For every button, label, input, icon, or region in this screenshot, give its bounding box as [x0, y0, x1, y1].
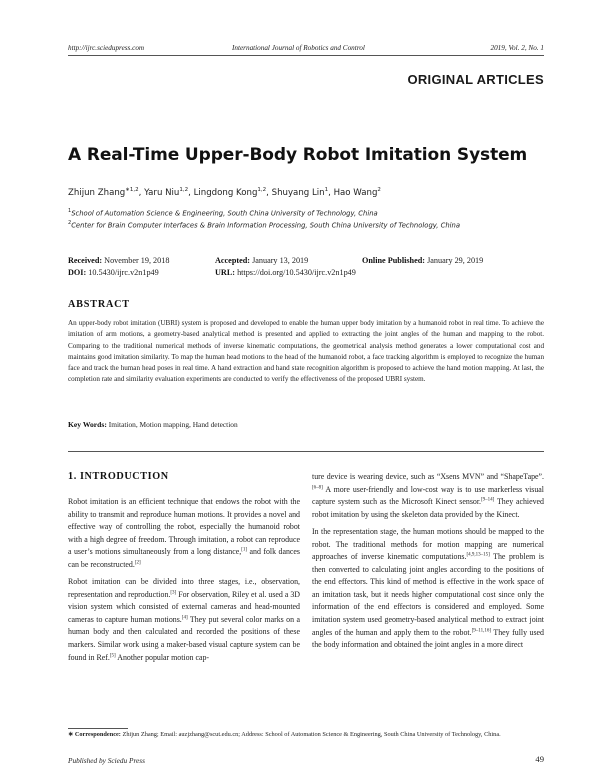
- text-run: In the representation stage, the human motions should be mapped to the robot. The traditional methods for motion mapping are numerical approaches of inverse kinematic computations.: [312, 527, 544, 562]
- author-name: Lingdong Kong: [193, 187, 258, 198]
- abstract-text: An upper-body robot imitation (UBRI) system is proposed and developed to enable the human upper body imitation by a humanoid robot in real time. To achieve the imitation of arm motions, a geometry-based analytical method is presented and applied to extracting the joint angles of the human and mapping to the robot. Comparing to the traditional numerical methods of inverse kinematic computations, the geometrical analysis method generates a lower computational cost and maintains good imitation similarity. To map the human head motions to the head of the humanoid robot, a face tracking algorithm is employed to recognize the human face and track the human head poses in real time. A hand extraction and hand state recognition algorithm is proposed to achieve the hand motion mapping. At last, the completion rate and similarity evaluation experiments are conducted to verify the effectiveness of the proposed UBRI system.: [68, 319, 544, 384]
- doi-label: DOI:: [68, 268, 87, 277]
- text-run: ture device is wearing device, such as “Xsens MVN” and “ShapeTape”.: [312, 472, 544, 481]
- online-date: [362, 256, 483, 265]
- author-name: Zhijun Zhang: [68, 187, 126, 198]
- paragraph: [312, 471, 544, 521]
- text-run: The problem is then converted to calculating joint angles according to the positions of the end effectors. This kind of method is effective in the work space of an imitation task, but it needs higher computational cost since only the information of the end effectors is considered and employed. Some imitation system used geometry-based analytical method to extract joint angles of the human and apply them to the robot.: [312, 552, 545, 637]
- introduction-heading: 1. INTRODUCTION: [68, 471, 169, 482]
- left-column: [68, 496, 300, 669]
- online-label: Online Published:: [362, 256, 426, 265]
- author-name: Yaru Niu: [144, 187, 180, 198]
- accepted-label: Accepted:: [215, 256, 251, 265]
- author-sup: 1,2: [257, 187, 267, 193]
- text-run: Another popular motion cap-: [115, 652, 210, 662]
- header-journal-name: International Journal of Robotics and Control: [232, 44, 365, 52]
- received-label: Received:: [68, 256, 103, 265]
- footer-publisher: Published by Sciedu Press: [68, 756, 145, 765]
- affiliation-sup: 1: [68, 208, 72, 214]
- text-run: They put several color marks on a human body and then calculated and recorded the positions of these markers. Similar work using a maker-based visual capture system can be found in Ref.: [68, 614, 300, 662]
- online-value: January 29, 2019: [427, 256, 484, 265]
- text-run: They fully used the body information and obtained the joint angles in a more direct: [312, 627, 544, 650]
- citation: [5]: [109, 652, 116, 658]
- header-rule: [68, 55, 544, 56]
- footnote-rule: [68, 728, 128, 729]
- abstract-heading: ABSTRACT: [68, 299, 130, 310]
- received-value: November 19, 2018: [104, 256, 170, 265]
- footnote-text: Zhijun Zhang; Email: auzjzhang@scut.edu.cn; Address: School of Automation Science & Engineering, South China University of Technology, China.: [120, 731, 501, 738]
- keywords-label: Key Words:: [68, 420, 107, 429]
- section-tag: ORIGINAL ARTICLES: [407, 72, 544, 87]
- accepted-date: [215, 256, 308, 265]
- author-list: Zhijun Zhang$^{∗1,2}$, Yaru Niu$^{1,2}$, Lingdong Kong$^{1,2}$, Shuyang Lin$^1$, Hao Wang$^2$: [68, 187, 381, 198]
- author-sup: 2: [377, 187, 381, 193]
- keywords-text: Imitation, Motion mapping, Hand detection: [108, 420, 238, 429]
- author-sup: 1,2: [179, 187, 189, 193]
- text-run: For observation, Riley et al. used a 3D vision system which consisted of external cameras and head-mounted cameras to capture human motions.: [68, 589, 300, 624]
- citation: [2]: [134, 560, 141, 566]
- affiliation-1: [68, 208, 378, 217]
- affiliation-2: [68, 220, 460, 229]
- text-run: Robot imitation is an efficient technique that endows the robot with the ability to transmit and reproduce human motions. It provides a novel and effective way of controlling the robot, especially the humanoid robot with a high degree of freedom. Through imitation, a robot can reproduce a user’s motions simultaneously from a long distance,: [68, 497, 300, 557]
- author-sup: 1: [324, 187, 329, 193]
- paragraph: [312, 526, 544, 651]
- citation: [9–11,16]: [471, 627, 492, 633]
- url-label: URL:: [215, 268, 236, 277]
- affiliation-sup: 2: [68, 220, 72, 226]
- doi-value[interactable]: 10.5430/ijrc.v2n1p49: [88, 268, 159, 277]
- section-divider: [68, 451, 544, 452]
- footnote: [68, 730, 544, 739]
- affiliation-text: Center for Brain Computer Interfaces & Brain Information Processing, South China University of Technology, China: [71, 221, 460, 230]
- text-run: and folk dances can be reconstructed.: [68, 547, 300, 569]
- header-volume: 2019, Vol. 2, No. 1: [490, 44, 544, 52]
- paper-title: A Real-Time Upper-Body Robot Imitation System: [68, 145, 528, 165]
- author-name: Hao Wang: [333, 187, 378, 198]
- url: [215, 268, 356, 277]
- url-link[interactable]: https://doi.org/10.5430/ijrc.v2n1p49: [237, 268, 356, 277]
- citation: [4]: [181, 615, 188, 621]
- right-column: [312, 471, 544, 657]
- text-run: Robot imitation can be divided into three stages, i.e., observation, representation and reproduction.: [68, 577, 300, 599]
- citation: [1]: [241, 547, 248, 553]
- affiliation-text: School of Automation Science & Engineering, South China University of Technology, China: [71, 209, 378, 218]
- paragraph: [68, 496, 300, 571]
- citation: [6–8]: [312, 484, 323, 490]
- accepted-value: January 13, 2019: [252, 256, 309, 265]
- page-number: 49: [535, 754, 544, 764]
- keywords: [68, 420, 238, 429]
- author-sup: ∗1,2: [125, 187, 139, 193]
- author-name: Shuyang Lin: [271, 187, 325, 198]
- header-journal-url: http://ijrc.sciedupress.com: [68, 44, 145, 52]
- footnote-label: ∗ Correspondence:: [68, 731, 121, 738]
- citation: [9–14]: [481, 497, 495, 503]
- doi: [68, 268, 159, 277]
- received-date: [68, 256, 169, 265]
- text-run: A more user-friendly and low-cost way is to use markerless visual capture system such as the Microsoft Kinect sensor.: [312, 484, 544, 507]
- citation: [3]: [170, 590, 177, 596]
- citation: [4,9,13–15]: [466, 552, 490, 558]
- paragraph: [68, 576, 300, 664]
- text-run: They achieved robot imitation by using the skeleton data provided by the Kinect.: [312, 497, 544, 519]
